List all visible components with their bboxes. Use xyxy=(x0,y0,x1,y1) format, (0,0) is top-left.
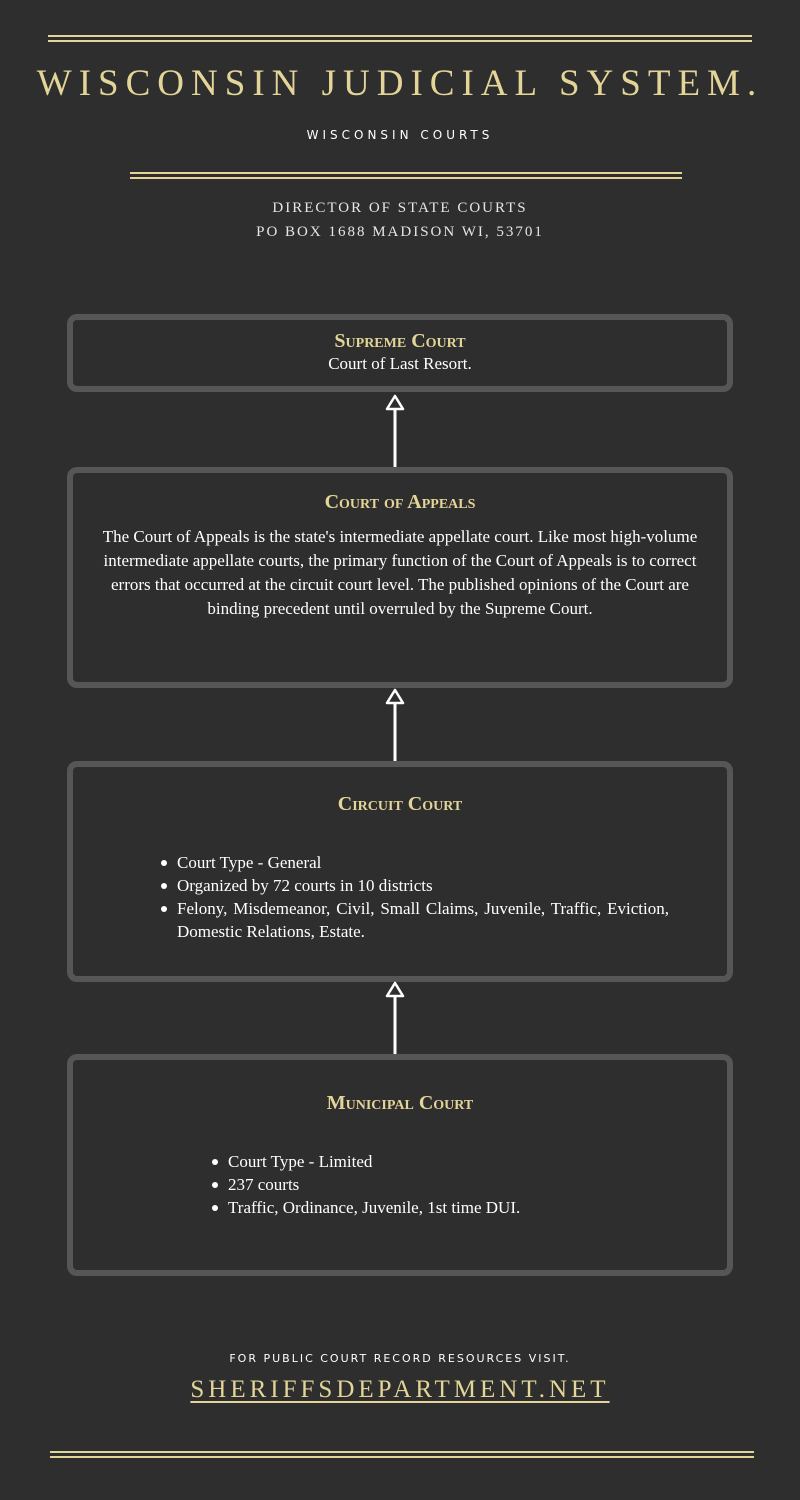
circuit-court-list xyxy=(159,851,669,943)
sheriffs-department-link[interactable]: SHERIFFSDEPARTMENT.NET xyxy=(190,1376,610,1403)
header-divider xyxy=(130,172,682,179)
hierarchy-arrow-up-icon xyxy=(384,687,406,762)
supreme-court-box xyxy=(67,314,733,392)
top-divider xyxy=(48,35,752,42)
municipal-court-list xyxy=(210,1150,630,1219)
page-subtitle: WISCONSIN COURTS xyxy=(306,128,494,142)
supreme-court-description: Court of Last Resort. xyxy=(328,354,472,373)
list-item: 237 courts xyxy=(210,1173,630,1196)
footer-note: FOR PUBLIC COURT RECORD RESOURCES VISIT. xyxy=(229,1352,571,1365)
list-item: Court Type - General xyxy=(159,851,669,874)
page-title: WISCONSIN JUDICIAL SYSTEM. xyxy=(36,63,764,104)
list-item: Traffic, Ordinance, Juvenile, 1st time DUI. xyxy=(210,1196,630,1219)
bottom-divider xyxy=(50,1451,754,1458)
list-item: Court Type - Limited xyxy=(210,1150,630,1173)
address-line-1: DIRECTOR OF STATE COURTS xyxy=(272,200,528,216)
municipal-court-box xyxy=(67,1054,733,1276)
court-of-appeals-title: Court of Appeals xyxy=(324,491,476,513)
mailing-address xyxy=(0,196,800,244)
circuit-court-title: Circuit Court xyxy=(337,793,463,815)
list-item: Organized by 72 courts in 10 districts xyxy=(159,874,669,897)
hierarchy-arrow-up-icon xyxy=(384,393,406,468)
list-item: Felony, Misdemeanor, Civil, Small Claims, Juvenile, Traffic, Eviction, Domestic Relations, Estate. xyxy=(159,897,669,943)
supreme-court-title: Supreme Court xyxy=(334,330,466,352)
hierarchy-arrow-up-icon xyxy=(384,980,406,1055)
municipal-court-title: Municipal Court xyxy=(326,1092,474,1114)
court-of-appeals-description: The Court of Appeals is the state's intermediate appellate court. Like most high-volume intermediate appellate courts, the primary function of the Court of Appeals is to correct errors that occurred at the circuit court level. The published opinions of the Court are binding precedent until overruled by the Supreme Court. xyxy=(102,527,698,618)
address-line-2: PO BOX 1688 MADISON WI, 53701 xyxy=(256,224,544,240)
circuit-court-box xyxy=(67,761,733,982)
court-of-appeals-box xyxy=(67,467,733,688)
